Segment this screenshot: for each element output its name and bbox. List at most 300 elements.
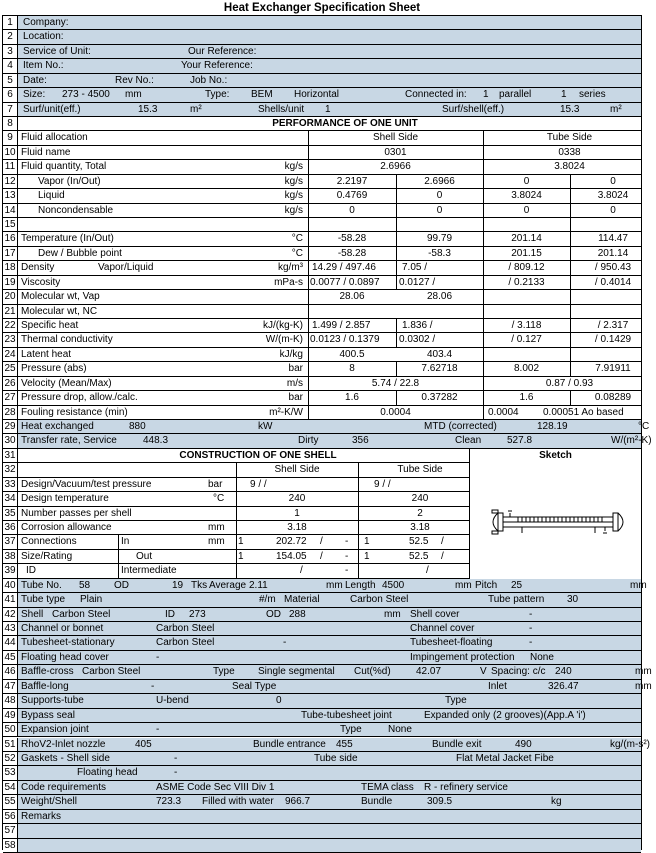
cell: 0.4769 xyxy=(336,190,368,202)
row-number: 30 xyxy=(3,434,18,447)
cell: Carbon Steel xyxy=(156,623,215,635)
cell: 309.5 xyxy=(427,796,453,808)
cell: Surf/unit(eff.) xyxy=(23,103,81,115)
cell: 8 xyxy=(349,363,355,375)
cell: kg/s xyxy=(284,161,303,173)
cell: kJ/(kg-K) xyxy=(263,320,303,332)
row-55 xyxy=(3,795,641,809)
column-divider xyxy=(570,290,571,303)
row-number: 3 xyxy=(3,45,18,58)
cell: Supports-tube xyxy=(21,695,84,707)
column-divider xyxy=(483,218,484,231)
cell: 288 xyxy=(289,608,306,620)
column-divider xyxy=(358,478,359,491)
cell: 3.8024 xyxy=(597,190,629,202)
cell: TEMA class xyxy=(361,781,414,793)
cell: Type: xyxy=(205,89,230,101)
cell: 7.62718 xyxy=(421,363,458,375)
cell: 527.8 xyxy=(507,435,533,447)
row-8 xyxy=(3,117,641,131)
row-number: 15 xyxy=(3,218,18,231)
cell: 99.79 xyxy=(426,233,453,245)
cell: m² xyxy=(190,103,202,115)
cell: Temperature (In/Out) xyxy=(21,233,114,245)
cell: ID xyxy=(26,565,36,577)
cell: Carbon Steel xyxy=(52,608,111,620)
cell: - xyxy=(345,550,349,562)
row-number: 38 xyxy=(3,550,18,563)
cell: Pressure (abs) xyxy=(21,363,87,375)
cell: 1.836 / xyxy=(402,320,433,332)
row-number: 21 xyxy=(3,305,18,318)
cell: parallel xyxy=(499,89,532,101)
cell: m/s xyxy=(286,377,303,389)
row-number: 42 xyxy=(3,608,18,621)
cell: 240 xyxy=(288,493,306,505)
cell: - xyxy=(345,565,349,577)
cell: Single segmental xyxy=(258,666,335,678)
cell: Number passes per shell xyxy=(21,507,132,519)
cell: 2.6966 xyxy=(380,161,411,173)
row-13 xyxy=(3,189,641,203)
row-number: 9 xyxy=(3,131,18,144)
cell: / 0.4014 xyxy=(594,276,632,288)
cell: mm xyxy=(208,522,225,534)
row-number: 48 xyxy=(3,694,18,707)
row-41 xyxy=(3,593,641,607)
cell: 403.4 xyxy=(426,348,453,360)
cell: 15.3 xyxy=(560,103,580,115)
row-number: 33 xyxy=(3,478,18,491)
row-49 xyxy=(3,709,641,723)
cell: W/(m²-K) xyxy=(611,435,652,447)
column-divider xyxy=(308,261,309,274)
cell: RhoV2-Inlet nozzle xyxy=(21,738,106,750)
row-24 xyxy=(3,348,641,362)
cell: Impingement protection xyxy=(410,651,515,663)
cell: 0 xyxy=(610,204,616,216)
cell: 28.06 xyxy=(426,291,453,303)
cell: Tube Side xyxy=(546,132,593,144)
row-23 xyxy=(3,333,641,347)
cell: W/(m-K) xyxy=(265,334,303,346)
cell: 0 xyxy=(349,204,355,216)
column-divider xyxy=(483,406,484,419)
cell: 0.0004 xyxy=(488,406,519,418)
cell: Tube-tubesheet joint xyxy=(301,709,392,721)
cell: 58 xyxy=(79,579,91,591)
row-4 xyxy=(3,59,641,73)
row-number: 5 xyxy=(3,74,18,87)
cell: Remarks xyxy=(21,810,62,822)
row-50 xyxy=(3,723,641,737)
row-number: 52 xyxy=(3,752,18,765)
cell: 2.11 xyxy=(249,579,268,591)
column-divider xyxy=(358,535,359,548)
cell: kg/m³ xyxy=(278,262,303,274)
cell: 0 xyxy=(276,695,282,707)
column-divider xyxy=(396,218,397,231)
cell: 1.6 xyxy=(519,392,534,404)
cell: 3.18 xyxy=(287,522,307,534)
cell: / 3.118 xyxy=(511,320,542,332)
cell: Tube No. xyxy=(21,579,62,591)
row-28 xyxy=(3,406,641,420)
cell: 0 xyxy=(523,204,530,216)
cell: 1 xyxy=(483,89,489,101)
cell: 0.00051 Ao based xyxy=(543,406,624,418)
cell: 2.2197 xyxy=(336,175,368,187)
cell: Tube pattern xyxy=(488,594,545,606)
cell: 1 xyxy=(325,103,331,115)
cell: 202.72 xyxy=(276,536,307,548)
cell: 1.6 xyxy=(345,392,359,404)
row-number: 57 xyxy=(3,824,18,837)
cell: 405 xyxy=(135,738,152,750)
cell: Average xyxy=(209,579,247,591)
cell: / 2.317 xyxy=(597,320,629,332)
column-divider xyxy=(118,550,119,563)
cell: Date: xyxy=(23,74,47,86)
row-40 xyxy=(3,579,647,593)
cell: 240 xyxy=(555,666,572,678)
cell: Item No.: xyxy=(23,60,64,72)
row-number: 55 xyxy=(3,795,18,808)
cell: Liquid xyxy=(38,190,65,202)
cell: 52.5 xyxy=(409,550,429,562)
cell: 19 xyxy=(172,579,184,591)
cell: Seal Type xyxy=(232,680,277,692)
row-53 xyxy=(3,766,641,780)
cell: 0.0123 / 0.1379 xyxy=(310,334,380,346)
cell: 326.47 xyxy=(548,680,579,692)
cell: Intermediate xyxy=(121,565,177,577)
cell: R - refinery service xyxy=(424,781,508,793)
cell: mm xyxy=(630,579,647,591)
cell: 880 xyxy=(129,421,146,433)
row-57 xyxy=(3,824,641,838)
sheet-title: Heat Exchanger Specification Sheet xyxy=(223,2,421,14)
cell: Fluid allocation xyxy=(21,132,88,144)
cell: Horizontal xyxy=(294,89,340,101)
cell: 52.5 xyxy=(409,536,429,548)
cell: Shell Side xyxy=(372,132,419,144)
column-divider xyxy=(236,550,237,563)
cell: kJ/kg xyxy=(279,348,303,360)
cell: Dew / Bubble point xyxy=(38,247,122,259)
row-58 xyxy=(3,839,641,853)
row-30 xyxy=(3,434,652,448)
cell: Weight/Shell xyxy=(21,796,77,808)
cell: OD xyxy=(266,608,281,620)
row-number: 1 xyxy=(3,16,18,29)
cell: Connections xyxy=(21,536,77,548)
row-52 xyxy=(3,752,641,766)
row-number: 4 xyxy=(3,59,18,72)
cell: None xyxy=(388,724,412,736)
sketch-panel xyxy=(469,449,641,579)
cell: 8.002 xyxy=(513,363,540,375)
cell: Inlet xyxy=(488,680,507,692)
cell: Carbon Steel xyxy=(156,637,215,649)
row-44 xyxy=(3,636,641,650)
cell: Type xyxy=(445,695,467,707)
cell: - xyxy=(529,623,533,635)
cell: Molecular wt, NC xyxy=(21,305,98,317)
cell: 400.5 xyxy=(339,348,365,360)
cell: 273 - 4500 xyxy=(62,89,110,101)
cell: Velocity (Mean/Max) xyxy=(21,377,112,389)
cell: Type xyxy=(340,724,362,736)
cell: Type xyxy=(213,666,235,678)
column-divider xyxy=(358,564,359,577)
cell: 7.91911 xyxy=(595,363,631,375)
cell: Expansion joint xyxy=(21,724,89,736)
cell: Molecular wt, Vap xyxy=(21,291,100,303)
column-divider xyxy=(308,333,309,346)
row-number: 27 xyxy=(3,391,18,404)
row-48 xyxy=(3,694,641,708)
cell: 1 xyxy=(364,536,370,548)
cell: Latent heat xyxy=(21,348,72,360)
column-divider xyxy=(118,564,119,577)
row-number: 34 xyxy=(3,492,18,505)
cell: 0.0127 / xyxy=(399,276,436,288)
row-2 xyxy=(3,30,641,44)
row-15 xyxy=(3,218,641,232)
cell: 273 xyxy=(189,608,206,620)
column-divider xyxy=(570,218,571,231)
cell: Bundle exit xyxy=(432,738,482,750)
spec-sheet-table xyxy=(2,15,652,851)
row-25 xyxy=(3,362,641,376)
row-number: 29 xyxy=(3,420,18,433)
cell: Plain xyxy=(80,594,103,606)
row-number: 6 xyxy=(3,88,18,101)
row-number: 22 xyxy=(3,319,18,332)
cell: Bundle xyxy=(361,796,393,808)
row-14 xyxy=(3,204,641,218)
row-7 xyxy=(3,103,641,117)
row-number: 41 xyxy=(3,593,18,606)
cell: 1.499 / 2.857 xyxy=(312,320,371,332)
row-number: 8 xyxy=(3,117,18,130)
row-54 xyxy=(3,781,641,795)
cell: 114.47 xyxy=(598,233,628,245)
row-3 xyxy=(3,45,641,59)
row-number: 19 xyxy=(3,276,18,289)
cell: °C xyxy=(291,233,303,245)
row-number: 14 xyxy=(3,204,18,217)
cell: Shell Side xyxy=(274,464,320,476)
cell: Service of Unit: xyxy=(23,45,91,57)
sketch-title: Sketch xyxy=(539,450,572,461)
cell: BEM xyxy=(251,89,273,101)
cell: series xyxy=(579,89,606,101)
row-number: 16 xyxy=(3,232,18,245)
cell: 42.07 xyxy=(416,666,442,678)
row-number: 2 xyxy=(3,30,18,43)
cell: 154.05 xyxy=(276,550,307,562)
cell: m²-K/W xyxy=(269,406,303,418)
cell: kg/s xyxy=(284,175,303,187)
cell: Our Reference: xyxy=(188,45,257,57)
cell: Cut(%d) xyxy=(354,666,391,678)
cell: 3.18 xyxy=(410,522,430,534)
cell: PERFORMANCE OF ONE UNIT xyxy=(272,118,418,129)
cell: -58.28 xyxy=(337,233,367,245)
cell: kg/(m-s²) xyxy=(610,738,650,750)
cell: Flat Metal Jacket Fibe xyxy=(456,752,554,764)
column-divider xyxy=(396,261,397,274)
cell: / 809.12 xyxy=(508,262,545,274)
cell: 7.05 / xyxy=(402,262,428,274)
row-number: 25 xyxy=(3,362,18,375)
cell: 3.8024 xyxy=(554,161,585,173)
cell: 0.87 / 0.93 xyxy=(545,377,594,389)
row-10 xyxy=(3,146,641,160)
cell: Spacing: c/c xyxy=(491,666,546,678)
cell: 1 xyxy=(238,550,244,562)
row-26 xyxy=(3,377,641,391)
cell: 9 / / xyxy=(374,478,391,490)
cell: Thermal conductivity xyxy=(21,334,113,346)
cell: 1 xyxy=(238,536,244,548)
cell: 0.0004 xyxy=(380,406,411,418)
cell: bar xyxy=(288,392,303,404)
cell: 201.15 xyxy=(511,247,542,259)
cell: °C xyxy=(213,493,225,505)
row-9 xyxy=(3,131,641,145)
row-11 xyxy=(3,160,641,174)
row-number: 44 xyxy=(3,636,18,649)
row-42 xyxy=(3,608,641,622)
row-number: 53 xyxy=(3,766,18,779)
row-27 xyxy=(3,391,641,405)
row-56 xyxy=(3,810,641,824)
cell: Bundle entrance xyxy=(253,738,326,750)
cell: Floating head xyxy=(77,767,138,779)
cell: Fluid quantity, Total xyxy=(21,161,107,173)
row-number: 58 xyxy=(3,839,18,852)
row-number: 31 xyxy=(3,449,18,462)
cell: Specific heat xyxy=(21,320,79,332)
cell: Density xyxy=(21,262,55,274)
cell: Pressure drop, allow./calc. xyxy=(21,392,138,404)
cell: mm xyxy=(384,608,401,620)
cell: - xyxy=(174,767,178,779)
cell: Size/Rating xyxy=(21,550,73,562)
cell: kg/s xyxy=(284,190,303,202)
column-divider xyxy=(236,478,237,491)
column-divider xyxy=(308,319,309,332)
row-19 xyxy=(3,276,641,290)
cell: / xyxy=(320,550,323,562)
cell: 448.3 xyxy=(143,435,169,447)
cell: 2 xyxy=(417,507,423,519)
cell: 1 xyxy=(364,550,370,562)
cell: / 0.2133 xyxy=(508,276,545,288)
cell: Tube type xyxy=(21,594,66,606)
row-21 xyxy=(3,305,641,319)
cell: 0 xyxy=(436,190,443,202)
cell: CONSTRUCTION OF ONE SHELL xyxy=(179,449,337,461)
row-number: 35 xyxy=(3,507,18,520)
row-20 xyxy=(3,290,641,304)
cell: / 0.1429 xyxy=(594,334,632,346)
cell: Baffle-long xyxy=(21,680,69,692)
row-number: 20 xyxy=(3,290,18,303)
row-number: 17 xyxy=(3,247,18,260)
row-number: 23 xyxy=(3,333,18,346)
row-number: 49 xyxy=(3,709,18,722)
row-5 xyxy=(3,74,641,88)
cell: / 0.127 xyxy=(511,334,542,346)
cell: Company: xyxy=(23,17,69,28)
cell: Rev No.: xyxy=(115,74,154,86)
cell: 1 xyxy=(294,507,300,519)
cell: Fluid name xyxy=(21,146,71,158)
cell: mm xyxy=(125,89,142,101)
cell: mm xyxy=(635,666,652,678)
row-number: 36 xyxy=(3,521,18,534)
cell: Clean xyxy=(455,435,482,447)
cell: Dirty xyxy=(298,435,319,447)
cell: Gaskets - Shell side xyxy=(21,752,110,764)
row-number: 10 xyxy=(3,146,18,159)
column-divider xyxy=(308,305,309,318)
row-number: 18 xyxy=(3,261,18,274)
cell: 0.0302 / xyxy=(399,334,436,346)
column-divider xyxy=(396,333,397,346)
cell: bar xyxy=(288,363,303,375)
cell: 0338 xyxy=(558,146,581,158)
cell: 0 xyxy=(610,175,616,187)
cell: 0.0077 / 0.0897 xyxy=(310,276,380,288)
cell: OD xyxy=(114,579,129,591)
cell: / xyxy=(441,536,444,548)
row-45 xyxy=(3,651,641,665)
cell: 455 xyxy=(336,738,353,750)
row-number: 46 xyxy=(3,665,18,678)
cell: / xyxy=(320,536,323,548)
cell: 356 xyxy=(352,435,369,447)
row-number: 37 xyxy=(3,535,18,548)
row-1 xyxy=(3,16,641,30)
cell: Tubesheet-floating xyxy=(410,637,493,649)
cell: Expanded only (2 grooves)(App.A 'i') xyxy=(424,709,586,721)
cell: MTD (corrected) xyxy=(424,421,497,433)
row-29 xyxy=(3,420,650,434)
row-number: 7 xyxy=(3,103,18,116)
cell: Job No.: xyxy=(190,74,228,86)
cell: Transfer rate, Service xyxy=(21,435,117,447)
cell: -58.3 xyxy=(428,247,451,259)
exchanger-sketch-icon xyxy=(470,463,642,579)
row-number: 47 xyxy=(3,680,18,693)
cell: - xyxy=(156,651,160,663)
column-divider xyxy=(236,564,237,577)
cell: / 950.43 xyxy=(594,262,632,274)
cell: Length xyxy=(345,579,376,591)
row-number: 32 xyxy=(3,463,18,476)
cell: Carbon Steel xyxy=(82,666,141,678)
row-number: 51 xyxy=(3,738,18,751)
cell: Corrosion allowance xyxy=(21,522,112,534)
row-number: 13 xyxy=(3,189,18,202)
column-divider xyxy=(308,218,309,231)
cell: 9 / / xyxy=(250,478,267,490)
